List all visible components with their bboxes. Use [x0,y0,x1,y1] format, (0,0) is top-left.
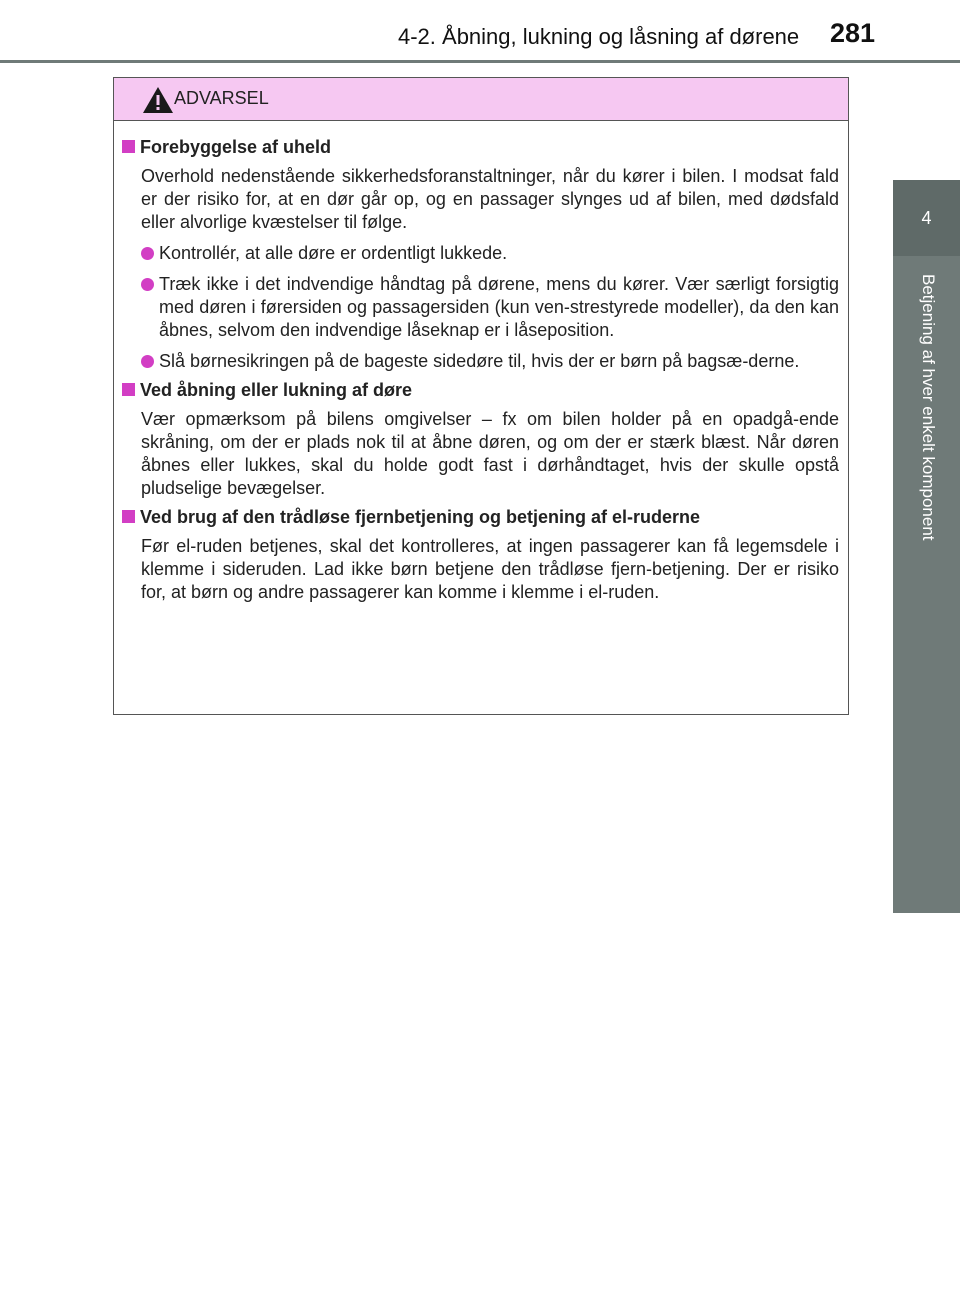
square-bullet-icon [122,510,135,523]
page-number: 281 [830,18,876,48]
list-item-text: Slå børnesikringen på de bageste sidedøre til, hvis der er børn på bagsæ-derne. [159,351,800,371]
section-heading-text: Ved åbning eller lukning af døre [140,380,413,400]
round-bullet-icon [141,355,154,368]
section-title: 4-2. Åbning, lukning og låsning af dørene [398,24,800,49]
section-accident-prevention [122,136,839,373]
chapter-title: Betjening af hver enkelt komponent [919,274,938,541]
section-heading-text: Forebyggelse af uheld [140,137,332,157]
section-heading [122,379,839,402]
list-item [141,242,839,265]
section-door-opening [122,379,839,500]
list-item [141,273,839,342]
warning-triangle-icon [142,86,174,114]
warning-header [114,78,848,121]
section-heading-text: Ved brug af den trådløse fjernbetjening og betjening af el-ruderne [140,507,701,527]
section-heading [122,136,839,159]
warning-body [114,121,848,604]
chapter-number: 4 [893,180,960,256]
list-item [141,350,839,373]
round-bullet-icon [141,247,154,260]
square-bullet-icon [122,383,135,396]
section-paragraph: Vær opmærksom på bilens omgivelser – fx om bilen holder på en opadgå-ende skråning, om der er plads nok til at åbne døren, og om der er stærk blæst. Når døren åbnes eller lukkes, skal du holde godt fast i dørhåndtaget, hvis der skulle opstå pludselige bevægelser. [141,409,839,498]
section-heading [122,506,839,529]
round-bullet-icon [141,278,154,291]
header-divider [0,60,960,63]
list-item-text: Træk ikke i det indvendige håndtag på dørene, mens du kører. Vær særligt forsigtig med døren i førersiden og passagersiden (kun ven-strestyrede modeller), da den kan åbnes, selvom den indvendige låseknap er i låseposition. [159,274,839,340]
section-paragraph: Før el-ruden betjenes, skal det kontrolleres, at ingen passagerer kan få legemsdele i klemme i sideruden. Lad ikke børn betjene den trådløse fjern-betjening. Der er risiko for, at børn og andre passagerer kan komme i klemme i el-ruden. [141,536,839,602]
section-paragraph: Overhold nedenstående sikkerhedsforanstaltninger, når du kører i bilen. I modsat fald er der risiko for, at en dør går op, og en passager slynges ud af bilen, med dødsfald eller alvorlige kvæstelser til følge. [141,166,839,232]
section-remote-and-windows [122,506,839,604]
chapter-side-tab [893,180,960,913]
square-bullet-icon [122,140,135,153]
warning-box [113,77,849,715]
list-item-text: Kontrollér, at alle døre er ordentligt lukkede. [159,243,508,263]
warning-title: ADVARSEL [174,88,269,108]
